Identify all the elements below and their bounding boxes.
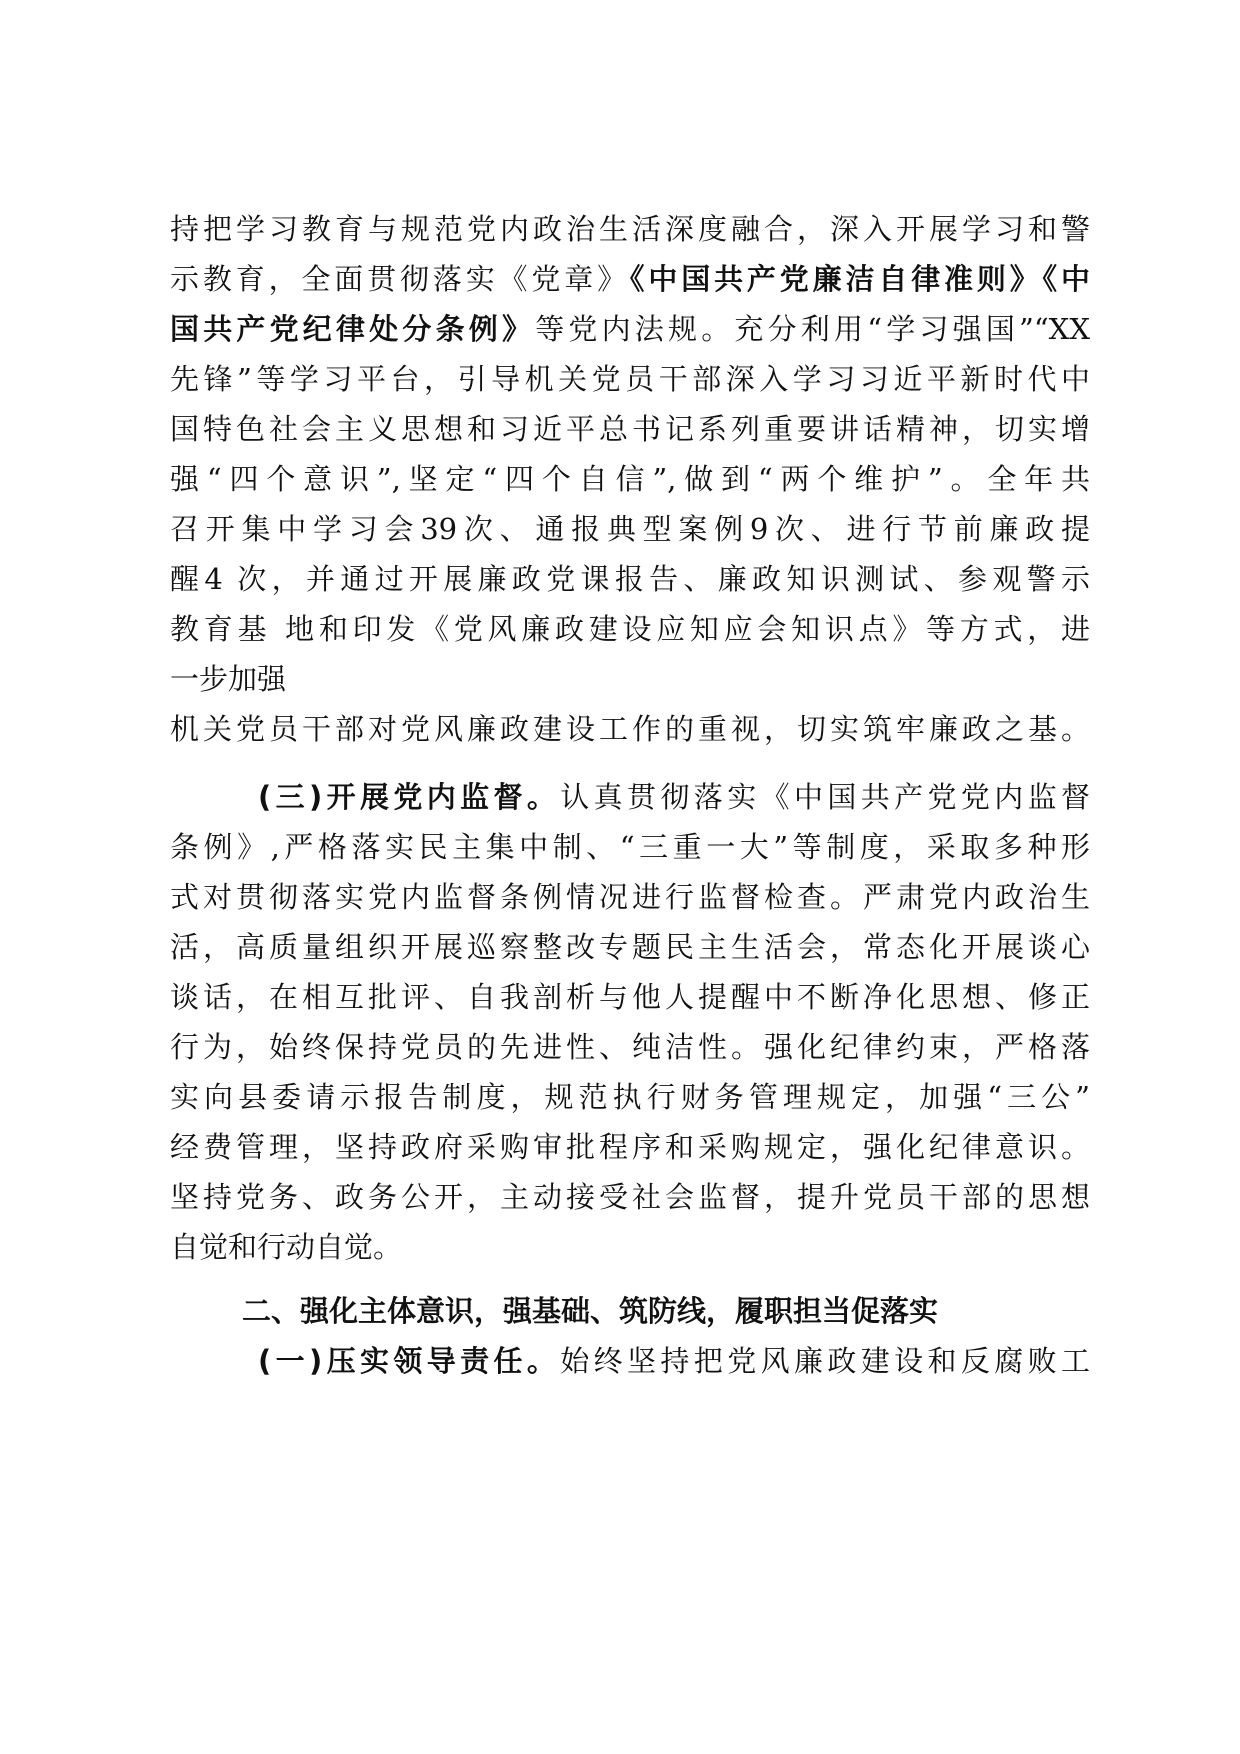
text-line: 谈话，在相互批评、自我剖析与他人提醒中不断净化思想、修正	[170, 980, 1090, 1014]
text-line: 行为，始终保持党员的先进性、纯洁性。强化纪律约束，严格落	[170, 1030, 1090, 1064]
text-line: 坚持党务、政务公开，主动接受社会监督，提升党员干部的思想	[170, 1180, 1090, 1214]
text-line: 国特色社会主义思想和习近平总书记系列重要讲话精神，切实增	[170, 412, 1090, 446]
text-line: 教育基 地和印发《党风廉政建设应知应会知识点》等方式，进	[170, 612, 1090, 646]
chapter-heading: 二、强化主体意识，强基础、筑防线，履职担当促落实	[242, 1294, 939, 1328]
text-line: 强“四个意识”,坚定“四个自信”,做到“两个维护”。全年共	[170, 462, 1090, 496]
text-line: (三)开展党内监督。认真贯彻落实《中国共产党党内监督	[258, 780, 1090, 814]
text-line: 活，高质量组织开展巡察整改专题民主生活会，常态化开展谈心	[170, 930, 1090, 964]
text-line: 先锋”等学习平台，引导机关党员干部深入学习习近平新时代中	[170, 362, 1090, 396]
text-line: 示教育，全面贯彻落实《党章》《中国共产党廉洁自律准则》《中	[170, 262, 1090, 296]
text-line: (一)压实领导责任。始终坚持把党风廉政建设和反腐败工	[258, 1344, 1090, 1378]
section-heading: (一)压实领导责任。	[258, 1344, 561, 1378]
section-heading: (三)开展党内监督。	[258, 780, 561, 814]
text-line: 自觉和行动自觉。	[170, 1230, 403, 1264]
text-line: 经费管理，坚持政府采购审批程序和采购规定，强化纪律意识。	[170, 1130, 1090, 1164]
text-line: 持把学习教育与规范党内政治生活深度融合，深入开展学习和警	[170, 212, 1090, 246]
text-line: 召开集中学习会39次、通报典型案例9次、进行节前廉政提	[170, 512, 1090, 546]
text-line: 式对贯彻落实党内监督条例情况进行监督检查。严肃党内政治生	[170, 880, 1090, 914]
text-line: 醒4 次，并通过开展廉政党课报告、廉政知识测试、参观警示	[170, 562, 1090, 596]
regulation-title: 《中国共产党廉洁自律准则》《中	[630, 262, 1090, 296]
text-line: 条例》,严格落实民主集中制、“三重一大”等制度，采取多种形	[170, 830, 1090, 864]
text-line: 一步加强	[170, 662, 287, 696]
text-line: 国共产党纪律处分条例》等党内法规。充分利用“学习强国”“XX	[170, 312, 1090, 346]
text-line: 实向县委请示报告制度，规范执行财务管理规定，加强“三公”	[170, 1080, 1090, 1114]
regulation-title: 国共产党纪律处分条例》	[170, 312, 536, 346]
text-line: 机关党员干部对党风廉政建设工作的重视，切实筑牢廉政之基。	[170, 712, 1090, 746]
